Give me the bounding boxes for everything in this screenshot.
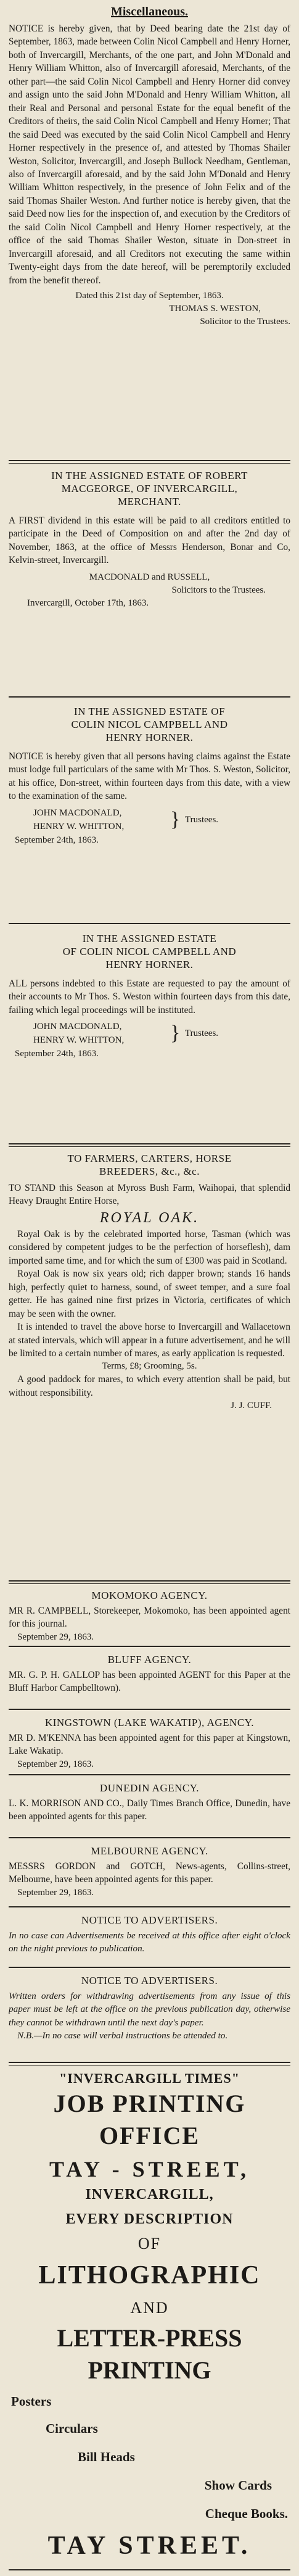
notice-heading: NOTICE TO ADVERTISERS. — [81, 1975, 218, 1986]
agency-heading: MELBOURNE AGENCY. — [91, 1845, 208, 1857]
advertisers-notice-1 — [9, 1914, 290, 1964]
notice-date: September 24th, 1863. — [15, 1049, 99, 1059]
agency-body: L. K. MORRISON AND CO., Daily Times Branch Office, Dunedin, have been appointed agents for this paper. — [9, 1798, 290, 1822]
advert-heading: TO FARMERS, CARTERS, HORSE — [67, 1153, 232, 1164]
job-footer — [9, 2528, 290, 2567]
town-name: INVERCARGILL, — [85, 2186, 214, 2203]
agency-date: September 29, 1863. — [17, 1632, 94, 1642]
trustees-block — [9, 1020, 290, 1048]
campbell-debtors-notice — [9, 932, 290, 1139]
dunedin-agency — [9, 1782, 290, 1832]
divider — [9, 460, 290, 464]
notice-dated: Dated this 21st day of September, 1863. — [75, 291, 224, 301]
trustee-name: HENRY W. WHITTON, — [33, 1035, 125, 1046]
notice-date: Invercargill, October 17th, 1863. — [27, 598, 149, 608]
brace: } — [170, 807, 181, 831]
notice-heading: IN THE ASSIGNED ESTATE OF — [73, 706, 226, 717]
notice-heading: IN THE ASSIGNED ESTATE OF ROBERT — [51, 470, 248, 481]
job-printing-advert — [9, 2069, 290, 2526]
section-title: Miscellaneous. — [111, 5, 188, 19]
divider — [9, 1646, 290, 1647]
agency-heading: MOKOMOKO AGENCY. — [91, 1590, 208, 1601]
footer-street: TAY STREET. — [47, 2532, 252, 2560]
horse-name: ROYAL OAK. — [99, 1209, 200, 1226]
advert-terms: Terms, £8; Grooming, 5s. — [102, 1361, 197, 1372]
notice-date: September 24th, 1863. — [15, 835, 99, 845]
paper-name: "INVERCARGILL TIMES" — [59, 2070, 240, 2086]
advert-body: A good paddock for mares, to which every attention shall be paid, but without responsibility. — [9, 1374, 290, 1398]
miscellaneous-heading — [9, 4, 290, 21]
advert-heading: BREEDERS, &c., &c. — [99, 1165, 200, 1177]
street-name: TAY - STREET, — [49, 2157, 250, 2182]
divider — [9, 1709, 290, 1710]
service-item: Circulars — [46, 2421, 98, 2436]
advert-line: EVERY DESCRIPTION — [65, 2211, 234, 2227]
notice-signer-role: Solicitor to the Trustees. — [200, 317, 290, 327]
bluff-agency — [9, 1653, 290, 1704]
agency-heading: BLUFF AGENCY. — [107, 1654, 192, 1665]
services-list — [9, 2391, 290, 2526]
agency-body: MR R. CAMPBELL, Storekeeper, Mokomoko, has been appointed agent for this journal. — [9, 1606, 290, 1630]
mokomoko-agency — [9, 1589, 290, 1643]
divider — [9, 1967, 290, 1968]
service-item: Cheque Books. — [205, 2506, 288, 2521]
miscellaneous-notice — [9, 22, 290, 457]
advert-line: OF — [137, 2235, 162, 2253]
notice-heading: MACGEORGE, OF INVERCARGILL, — [61, 483, 238, 494]
divider — [9, 923, 290, 924]
campbell-claims-notice — [9, 705, 290, 920]
notice-heading: HENRY HORNER. — [105, 732, 194, 743]
notice-heading: IN THE ASSIGNED ESTATE — [82, 933, 217, 944]
trustee-name: JOHN MACDONALD, — [33, 1022, 122, 1032]
service-item: Posters — [11, 2394, 52, 2409]
agency-date: September 29, 1863. — [17, 1887, 94, 1898]
divider — [9, 2569, 290, 2570]
notice-heading: COLIN NICOL CAMPBELL AND — [71, 719, 228, 730]
notice-body: A FIRST dividend in this estate will be paid to all creditors entitled to participate in the Deed of Composition on and after the 2nd day of November, 1863, at the office of Messrs Henderson, Bonar and Co, Kelvin-street, Invercargill. — [9, 515, 290, 566]
notice-body: N.B.—In no case will verbal instructions be attended to. — [17, 2030, 228, 2041]
agency-date: September 29, 1863. — [17, 1759, 94, 1769]
agency-body: MR. G. P. H. GALLOP has been appointed AGENT for this Paper at the Bluff Harbor Campbelltown). — [9, 1670, 290, 1694]
trustee-name: HENRY W. WHITTON, — [33, 821, 125, 832]
advert-body: Royal Oak is by the celebrated imported horse, Tasman (which was considered by competent judges to be the perfection of horseflesh), dam imported same time, and for which the sum of £300 was paid in Scotland. — [9, 1228, 290, 1266]
office-title: JOB PRINTING OFFICE — [53, 2090, 246, 2149]
kingstown-agency — [9, 1716, 290, 1770]
notice-body: NOTICE is hereby given, that by Deed bearing date the 21st day of September, 1863, made between Colin Nicol Campbell and Henry Horner, both of Invercargill, Merchants, of the one part, and John M'Donald and Henry William Whitton, also of Invercargill aforesaid, Merchants, of the other part—the said Colin Nicol Campbell and Henry Horner did convey and assign unto the said John M'Donald and Henry William Whitton, all their Real and Personal and personal Estate for the equal benefit of the Creditors of theirs, the said Colin Nicol Campbell and Henry Horner; That the said Deed was executed by the said Colin Nicol Campbell and Henry Horner respectively in the presence of, and attested by Thomas Shailer Weston, Solicitor, Invercargill, and Joseph Bullock Needham, Gentleman, also of Invercargill aforesaid, and by the said John M'Donald and Henry William Whitton respectively, in the presence of John Felix and of the said Thomas Shailer Weston. And further notice is hereby given, that the said Deed now lies for the inspection of, and execution by the Creditors of the said Colin Nicol Campbell and Henry Horner respectively, at the office of the said Thomas Shailer Weston, situate in Don-street in Invercargill aforesaid, and all Creditors not executing the same within Twenty-eight days from the date hereof, will be peremptorily excluded from the benefit thereof. — [9, 23, 290, 286]
trustees-label: Trustees. — [185, 1028, 219, 1039]
agency-heading: KINGSTOWN (LAKE WAKATIP), AGENCY. — [44, 1717, 255, 1728]
advert-body: Royal Oak is now six years old; rich dapper brown; stands 16 hands high, perfectly quiet to harness, sound, of sweet temper, and a sure foal getter. He has gained nine first prizes in Victoria, certificates of which may be seen with the owner. — [9, 1269, 290, 1319]
trustees-block — [9, 807, 290, 834]
agency-body: MR D. M'KENNA has been appointed agent for this paper at Kingstown, Lake Wakatip. — [9, 1733, 290, 1757]
notice-heading: NOTICE TO ADVERTISERS. — [81, 1914, 218, 1926]
notice-signer: MACDONALD and RUSSELL, — [89, 572, 210, 582]
advert-line: LETTER-PRESS PRINTING — [57, 2324, 242, 2384]
melbourne-agency — [9, 1844, 290, 1901]
divider — [9, 2062, 290, 2065]
notice-heading: OF COLIN NICOL CAMPBELL AND — [62, 946, 237, 957]
brace: } — [170, 1022, 181, 1045]
notice-heading: MERCHANT. — [118, 496, 181, 507]
advert-intro: TO STAND this Season at Myross Bush Farm, Waihopai, that splendid Heavy Draught Entire Horse, — [9, 1183, 290, 1207]
divider — [9, 1580, 290, 1584]
agency-heading: DUNEDIN AGENCY. — [99, 1782, 200, 1794]
divider — [9, 1837, 290, 1838]
agency-body: MESSRS GORDON and GOTCH, News-agents, Collins-street, Melbourne, have been appointed agents for this paper. — [9, 1861, 290, 1885]
service-item: Bill Heads — [78, 2449, 135, 2464]
divider — [9, 1143, 290, 1147]
advertisers-notice-2 — [9, 1974, 290, 2058]
notice-body: In no case can Advertisements be received at this office after eight o'clock on the night previous to publication. — [9, 1930, 290, 1954]
divider — [9, 696, 290, 698]
trustees-label: Trustees. — [185, 814, 219, 825]
advert-body: It is intended to travel the above horse to Invercargill and Wallacetown at stated intervals, which will appear in a future advertisement, and he will be limited to a certain number of mares, as early application is requested. — [9, 1322, 290, 1359]
notice-body: Written orders for withdrawing advertisements from any issue of this paper must be left at the office on the previous publication day, otherwise they cannot be withdrawn until the next day's paper. — [9, 1991, 290, 2028]
advert-line: LITHOGRAPHIC — [38, 2261, 261, 2290]
advert-signer: J. J. CUFF. — [231, 1401, 272, 1411]
notice-signer: THOMAS S. WESTON, — [169, 304, 261, 314]
notice-signer-role: Solicitors to the Trustees. — [171, 585, 266, 595]
divider — [9, 1774, 290, 1775]
divider — [9, 1906, 290, 1907]
advert-line: AND — [130, 2299, 169, 2317]
trustee-name: JOHN MACDONALD, — [33, 807, 122, 818]
notice-heading: HENRY HORNER. — [105, 959, 194, 970]
service-item: Show Cards — [204, 2478, 272, 2493]
royal-oak-advert — [9, 1152, 290, 1577]
macgeorge-notice — [9, 469, 290, 693]
notice-body: ALL persons indebted to this Estate are requested to pay the amount of their accounts to Mr Thos. S. Weston within fourteen days from this date, failing which legal proceedings will be instituted. — [9, 978, 290, 1015]
notice-body: NOTICE is hereby given that all persons having claims against the Estate must lodge full particulars of the same with Mr Thos. S. Weston, Solicitor, at his office, Don-street, within fourteen days from this date, with a view to the examination of the same. — [9, 751, 290, 802]
